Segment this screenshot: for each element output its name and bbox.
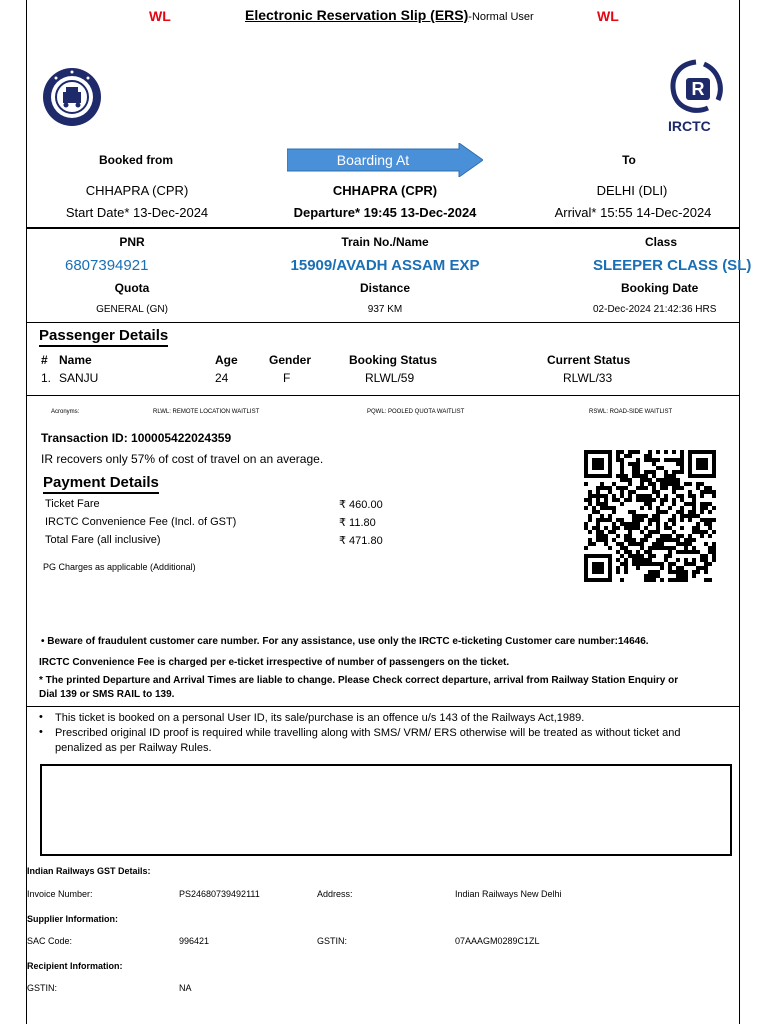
wl-left: WL [149,8,171,24]
class-label: Class [645,235,678,249]
divider-passengers [27,395,739,396]
arrival-time: Arrival* 15:55 14-Dec-2024 [554,205,712,220]
col-gender: Gender [269,353,312,367]
col-num: # [41,353,48,367]
passenger-booking-status: RLWL/59 [365,371,415,385]
indian-railways-logo [41,66,103,128]
departure-time: Departure* 19:45 13-Dec-2024 [293,205,477,220]
recipient-gstin-label: GSTIN: [27,983,58,993]
wl-right: WL [597,8,619,24]
class-value: SLEEPER CLASS (SL) [593,257,752,274]
passenger-gender: F [283,371,291,385]
acronyms-label: Acronyms: [51,409,80,415]
payment-label: IRCTC Convenience Fee (Incl. of GST) [45,516,237,528]
id-proof-notice-line2: penalized as per Railway Rules. [55,742,212,754]
acronym-rswl: RSWL: ROAD-SIDE WAITLIST [589,409,673,415]
passenger-num: 1. [41,371,52,385]
booked-from-label: Booked from [98,153,173,167]
booking-date-value: 02-Dec-2024 21:42:36 HRS [593,304,717,315]
pg-charges-note: PG Charges as applicable (Additional) [43,562,196,572]
passenger-details-heading: Passenger Details [39,327,168,347]
conv-fee-notice: IRCTC Convenience Fee is charged per e-ticket irrespective of number of passengers on the ticket. [39,657,510,668]
ers-title-block [245,7,534,25]
transaction-id: Transaction ID: 100005422024359 [41,431,232,445]
divider-ticket [27,322,739,323]
invoice-value: PS24680739492111 [179,889,260,899]
recovery-note: IR recovers only 57% of cost of travel on an average. [41,452,324,466]
col-booking-status: Booking Status [349,353,438,367]
address-label: Address: [317,889,353,899]
to-label: To [622,153,636,167]
acronym-pqwl: PQWL: POOLED QUOTA WAITLIST [367,409,465,415]
payment-details-heading: Payment Details [43,474,159,494]
qr-code-icon [583,447,717,585]
ers-page [26,0,752,1024]
train-label: Train No./Name [341,235,429,249]
passenger-age: 24 [215,371,229,385]
irctc-emblem-icon [664,58,728,120]
payment-label: Ticket Fare [45,498,100,510]
boarding-station: CHHAPRA (CPR) [332,183,438,198]
col-name: Name [59,353,92,367]
distance-value: 937 KM [367,304,403,315]
passenger-name: SANJU [59,371,99,385]
boarding-label: Boarding At [336,152,410,168]
quota-label: Quota [114,281,150,295]
payment-amount: ₹ 471.80 [339,535,383,547]
booking-date-label: Booking Date [621,281,699,295]
to-station: DELHI (DLI) [596,183,668,198]
quota-value: GENERAL (GN) [96,304,168,315]
gstin-label: GSTIN: [317,936,348,946]
pnr-value: 6807394921 [65,257,149,274]
bullet-icon: • [39,726,43,738]
start-date: Start Date* 13-Dec-2024 [65,205,209,220]
svg-text:R: R [691,79,705,99]
supplier-heading: Supplier Information: [27,914,118,924]
passenger-current-status: RLWL/33 [563,371,613,385]
ers-title: Electronic Reservation Slip (ERS) [245,7,469,23]
sac-label: SAC Code: [27,936,73,946]
fraud-notice: • Beware of fraudulent customer care number. For any assistance, use only the IRCTC e-ticketing Customer care number:14646. [41,636,649,647]
divider-journey [27,227,739,229]
irctc-logo [664,58,728,138]
address-value: Indian Railways New Delhi [455,889,562,899]
advertisement-box [40,764,732,856]
sac-value: 996421 [179,936,210,946]
col-age: Age [215,353,238,367]
recipient-gstin-value: NA [179,983,192,993]
personal-id-notice: This ticket is booked on a personal User ID, its sale/purchase is an offence u/s 143 of the Railways Act,1989. [55,712,585,724]
divider-notices [27,706,739,707]
boarding-arrow [287,143,483,177]
payment-label: Total Fare (all inclusive) [45,534,161,546]
from-station: CHHAPRA (CPR) [85,183,189,198]
irctc-text: IRCTC [668,118,711,134]
col-current-status: Current Status [547,353,631,367]
invoice-label: Invoice Number: [27,889,93,899]
bullet-icon: • [39,711,43,723]
train-value: 15909/AVADH ASSAM EXP [290,257,480,274]
payment-amount: ₹ 460.00 [339,499,383,511]
ers-title-suffix: -Normal User [468,11,534,23]
pnr-label: PNR [119,235,145,249]
gstin-value: 07AAAGM0289C1ZL [455,936,540,946]
recipient-heading: Recipient Information: [27,961,123,971]
times-notice-line1: * The printed Departure and Arrival Times are liable to change. Please Check correct departure, arrival from Railway Station Enquiry or [39,675,679,686]
id-proof-notice-line1: Prescribed original ID proof is required while travelling along with SMS/ VRM/ ERS otherwise will be treated as without ticket and [55,727,681,739]
times-notice-line2: Dial 139 or SMS RAIL to 139. [39,689,175,700]
acronym-rlwl: RLWL: REMOTE LOCATION WAITLIST [153,409,260,415]
distance-label: Distance [359,281,411,295]
gst-heading: Indian Railways GST Details: [27,866,151,876]
payment-amount: ₹ 11.80 [339,517,376,529]
